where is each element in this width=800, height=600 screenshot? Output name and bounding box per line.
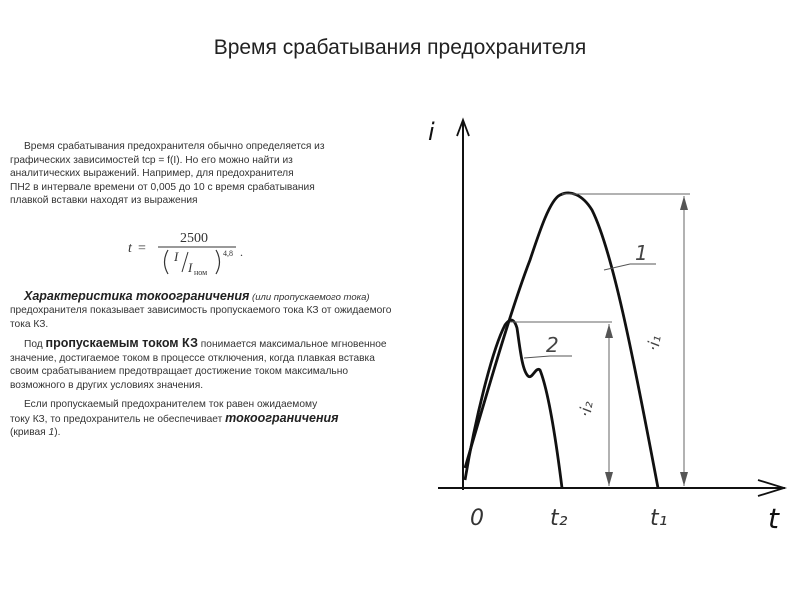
formula-numerator: 2500 xyxy=(180,230,208,246)
formula-current: I xyxy=(174,248,179,264)
intro-line-1: Время срабатывания предохранителя обычно определяется из xyxy=(24,141,325,152)
term-note: (или пропускаемого тока) xyxy=(249,291,370,303)
curve-2-label: 2 xyxy=(546,333,559,357)
formula-nominal-subscript: ном xyxy=(194,267,208,276)
formula-nominal-current: I xyxy=(188,259,193,275)
curve-1-leader xyxy=(604,264,630,270)
no-limiting-line-3a: (кривая xyxy=(10,427,49,438)
i1-label: ·i₁ xyxy=(643,333,665,353)
curve-1 xyxy=(465,193,658,488)
intro-line-5: плавкой вставки находят из выражения xyxy=(10,195,198,206)
formula-lhs: t xyxy=(128,240,132,256)
intro-line-2: графических зависимостей tср = f(I). Но его можно найти из xyxy=(10,154,293,166)
current-time-diagram xyxy=(400,100,800,540)
paragraph-intro xyxy=(10,140,395,208)
paragraph-let-through xyxy=(10,337,395,392)
paragraph-no-limiting xyxy=(10,398,395,440)
formula-left-paren xyxy=(165,250,169,274)
i2-arrow-top xyxy=(605,324,613,338)
x-axis-label: t xyxy=(768,502,779,535)
no-limiting-line-3c: ). xyxy=(54,427,61,438)
formula-equals: = xyxy=(138,240,146,256)
curve-1-label: 1 xyxy=(635,241,648,265)
formula-exponent: 4,8 xyxy=(223,248,233,258)
i2-label: ·i₂ xyxy=(575,399,597,419)
y-axis-label: i xyxy=(428,118,435,146)
tick-t2-label: t₂ xyxy=(550,506,568,531)
slide-title: Время срабатывания предохранителя xyxy=(213,36,587,59)
no-limiting-line-1: Если пропускаемый предохранителем ток равен ожидаемому xyxy=(24,399,318,410)
text-block xyxy=(10,140,395,440)
i1-arrow-top xyxy=(680,196,688,210)
no-limiting-line-2: току КЗ, то предохранитель не обеспечивает xyxy=(10,413,226,425)
i1-arrow-bottom xyxy=(680,472,688,486)
i2-arrow-bottom xyxy=(605,472,613,486)
curve-reference: 1 xyxy=(48,427,55,438)
let-through-lead: Под xyxy=(24,339,46,350)
let-through-text: понимается максимальное мгновенное значение, достигаемое током в процессе отключения, когда плавкая вставка своим срабатыванием предотвращает достижение током максимально возможного в других условиях значения. xyxy=(10,339,387,391)
formula-right-paren xyxy=(216,250,220,274)
tick-t1-label: t₁ xyxy=(650,506,668,531)
intro-line-3: аналитических выражений. Например, для предохранителя xyxy=(10,168,294,179)
fuse-time-formula xyxy=(128,218,395,276)
term-current-limiting-characteristic: Характеристика токоограничения xyxy=(24,288,250,303)
paragraph-current-limiting xyxy=(10,290,395,332)
paragraph-current-limiting-text: предохранителя показывает зависимость пропускаемого тока КЗ от ожидаемого тока КЗ. xyxy=(10,305,392,330)
origin-label: 0 xyxy=(470,506,484,531)
formula-dot: . xyxy=(240,244,243,259)
term-let-through-current: пропускаемым током КЗ xyxy=(45,336,198,350)
term-current-limiting: токоограничения xyxy=(225,410,339,425)
intro-line-4: ПН2 в интервале времени от 0,005 до 10 с время срабатывания xyxy=(10,181,315,193)
